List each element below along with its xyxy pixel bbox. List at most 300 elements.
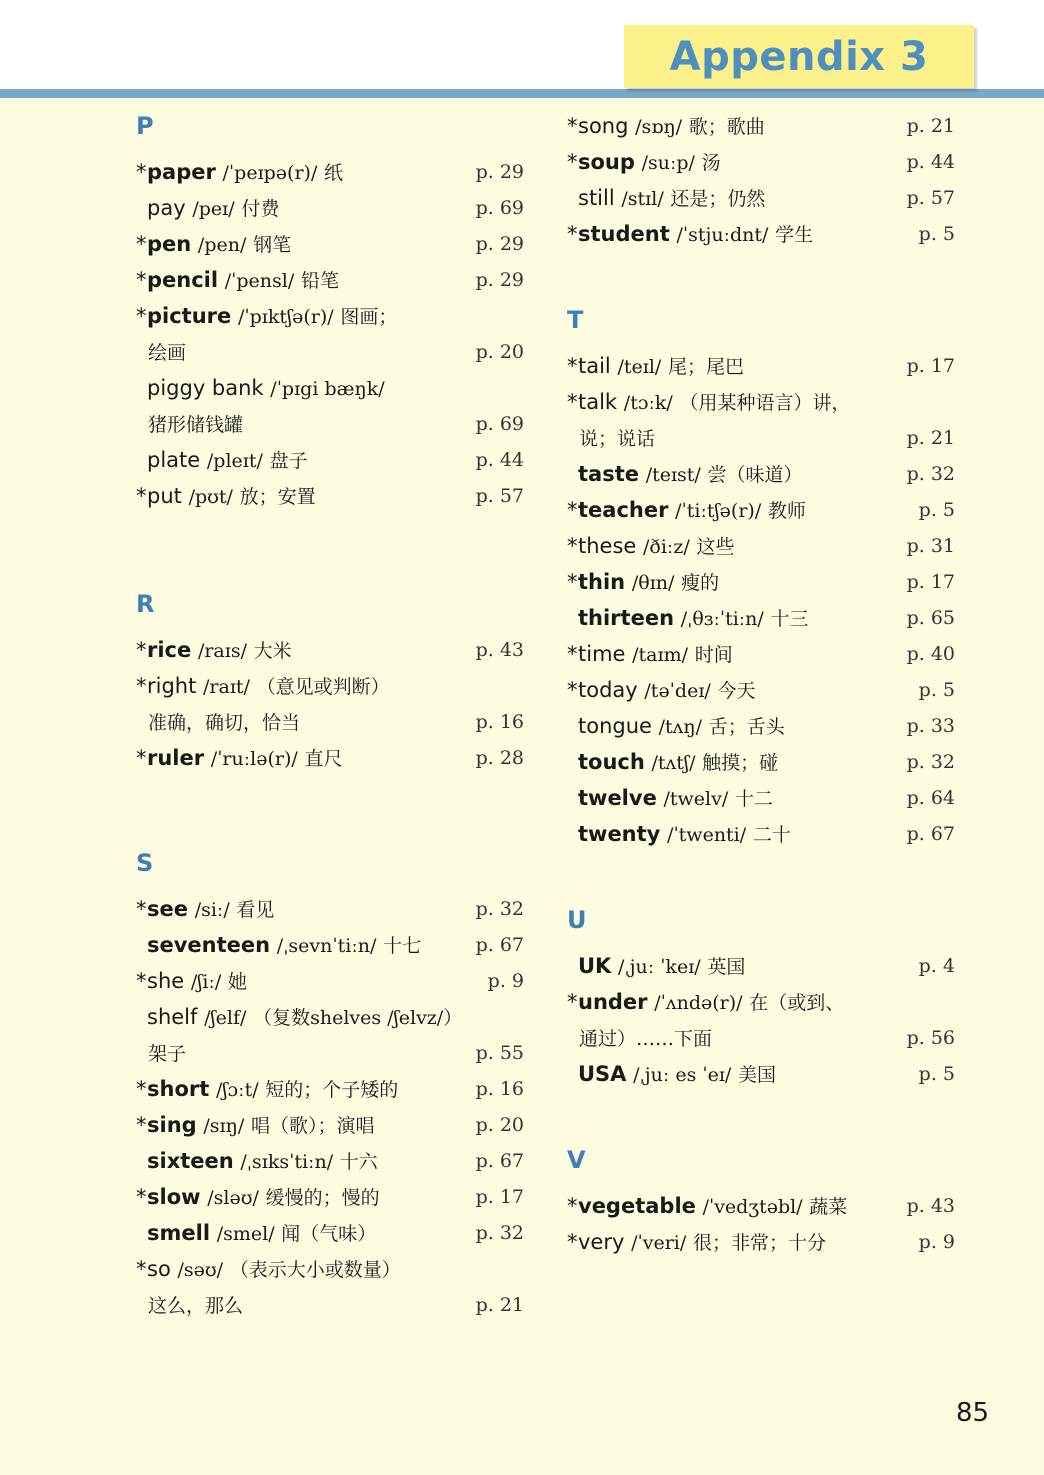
pronunciation: /ˈpensl/ (224, 270, 295, 292)
pronunciation: /ˈruːlə(r)/ (210, 748, 298, 770)
glossary-entry (567, 1224, 955, 1260)
headword: paper (147, 160, 216, 184)
page-reference: p. 56 (906, 1027, 955, 1049)
glossary-entry (567, 456, 955, 492)
glossary-entry (567, 1188, 955, 1224)
pronunciation: /θɪn/ (631, 572, 675, 594)
core-word-marker: * (567, 678, 578, 702)
page-reference: p. 31 (906, 535, 955, 557)
entry-line (567, 636, 955, 672)
glossary-entry (567, 816, 955, 852)
glossary-entry (567, 672, 955, 708)
chinese-meaning: 闻（气味） (281, 1223, 377, 1245)
pronunciation: /ðiːz/ (643, 536, 690, 558)
glossary-entry (136, 226, 524, 262)
glossary-entry (136, 262, 524, 298)
page-reference: p. 29 (475, 269, 524, 291)
chinese-meaning: 蔬菜 (809, 1196, 848, 1218)
entry-line-continued (136, 334, 524, 370)
entry-line (136, 1179, 524, 1215)
pronunciation: /təˈdeɪ/ (644, 680, 711, 702)
entry-line (136, 370, 524, 406)
chinese-meaning: 直尺 (304, 748, 343, 770)
headword: thin (578, 570, 626, 594)
chinese-meaning: （用某种语言）讲， (679, 392, 851, 414)
entry-line-continued (136, 1287, 524, 1323)
chinese-meaning: 唱（歌）；演唱 (250, 1115, 375, 1137)
entry-line (136, 298, 524, 334)
core-word-marker: * (136, 897, 147, 921)
page-reference: p. 32 (906, 751, 955, 773)
chinese-meaning: 钢笔 (253, 234, 292, 256)
glossary-entry (567, 708, 955, 744)
page-reference: p. 69 (475, 197, 524, 219)
headword: vegetable (578, 1194, 696, 1218)
chinese-meaning: 放；安置 (239, 486, 316, 508)
glossary-entry (136, 370, 524, 442)
glossary-entry (567, 636, 955, 672)
pronunciation: /pen/ (197, 234, 247, 256)
page-reference: p. 67 (475, 934, 524, 956)
entry-line (136, 442, 524, 478)
appendix-tab (624, 25, 974, 88)
glossary-entry (567, 492, 955, 528)
entry-line (567, 600, 955, 636)
glossary-entry (136, 1215, 524, 1251)
page-reference: p. 43 (906, 1195, 955, 1217)
page-reference: p. 5 (918, 499, 955, 521)
pronunciation: /ˈtiːtʃə(r)/ (675, 500, 762, 522)
pronunciation: /pleɪt/ (206, 450, 263, 472)
section-letter: S (136, 849, 154, 877)
pronunciation: /peɪ/ (192, 198, 235, 220)
core-word-marker: * (136, 1077, 147, 1101)
chinese-meaning: 她 (228, 971, 248, 993)
glossary-entry (136, 927, 524, 963)
pronunciation: /ˈpeɪpə(r)/ (222, 162, 318, 184)
page-reference: p. 32 (475, 1222, 524, 1244)
chinese-meaning: 这些 (696, 536, 735, 558)
chinese-meaning: 触摸；碰 (702, 752, 779, 774)
entry-line (567, 108, 955, 144)
headword: today (578, 678, 638, 702)
pronunciation: /raɪt/ (203, 676, 250, 698)
headword: teacher (578, 498, 669, 522)
page-reference: p. 16 (475, 711, 524, 733)
headword: soup (578, 150, 635, 174)
pronunciation: /siː/ (194, 899, 230, 921)
chinese-meaning: 很；非常；十分 (692, 1232, 826, 1254)
core-word-marker: * (136, 304, 147, 328)
headword: smell (147, 1221, 211, 1245)
glossary-entry (567, 948, 955, 984)
entry-line (136, 963, 524, 999)
entry-line (136, 226, 524, 262)
core-word-marker: * (136, 746, 147, 770)
chinese-meaning: 尾；尾巴 (668, 356, 745, 378)
glossary-entry (567, 1056, 955, 1092)
headword: right (147, 674, 197, 698)
chinese-meaning-continued: 通过）……下面 (579, 1028, 713, 1050)
pronunciation: /tɔːk/ (623, 392, 673, 414)
pronunciation: /ˈpɪktʃə(r)/ (237, 306, 334, 328)
page-reference: p. 4 (918, 955, 955, 977)
headword: put (147, 484, 182, 508)
entry-line (136, 190, 524, 226)
pronunciation: /smel/ (216, 1223, 275, 1245)
pronunciation: /ˈʌndə(r)/ (654, 992, 743, 1014)
entry-line (567, 144, 955, 180)
pronunciation: /sɪŋ/ (203, 1115, 245, 1137)
header-rule (0, 89, 1044, 98)
glossary-column-left (136, 108, 524, 1323)
glossary-entry (567, 744, 955, 780)
headword: seventeen (147, 933, 271, 957)
glossary-entry (136, 1107, 524, 1143)
entry-line (567, 780, 955, 816)
chinese-meaning: 美国 (738, 1064, 777, 1086)
pronunciation: /stɪl/ (621, 188, 664, 210)
page-reference: p. 43 (475, 639, 524, 661)
pronunciation: /twelv/ (663, 788, 729, 810)
glossary-entry (136, 668, 524, 740)
chinese-meaning: （复数shelves /ʃelvz/） (253, 1007, 463, 1029)
glossary-entry (567, 528, 955, 564)
chinese-meaning-continued: 架子 (148, 1043, 187, 1065)
entry-line (136, 1215, 524, 1251)
entry-line-continued (136, 704, 524, 740)
page-reference: p. 29 (475, 233, 524, 255)
chinese-meaning-continued: 这么，那么 (148, 1295, 244, 1317)
page-reference: p. 20 (475, 1114, 524, 1136)
glossary-entry (136, 190, 524, 226)
page-title: Appendix 3 (669, 33, 929, 80)
core-word-marker: * (567, 150, 578, 174)
entry-line (136, 1071, 524, 1107)
chinese-meaning: 歌；歌曲 (688, 116, 765, 138)
headword: twenty (578, 822, 661, 846)
headword: these (578, 534, 637, 558)
page-reference: p. 32 (475, 898, 524, 920)
page-reference: p. 17 (906, 355, 955, 377)
headword: song (578, 114, 629, 138)
chinese-meaning: 付费 (241, 198, 280, 220)
chinese-meaning: 盘子 (269, 450, 308, 472)
glossary-entry (567, 180, 955, 216)
pronunciation: /tʌŋ/ (658, 716, 703, 738)
page-reference: p. 16 (475, 1078, 524, 1100)
headword: touch (578, 750, 645, 774)
page-reference: p. 55 (475, 1042, 524, 1064)
glossary-section (567, 302, 955, 852)
page-reference: p. 32 (906, 463, 955, 485)
page-reference: p. 64 (906, 787, 955, 809)
glossary-entry (136, 999, 524, 1071)
headword: time (578, 642, 626, 666)
pronunciation: /teɪst/ (645, 464, 701, 486)
glossary-section (136, 108, 524, 514)
core-word-marker: * (567, 642, 578, 666)
page-reference: p. 67 (475, 1150, 524, 1172)
page-reference: p. 17 (475, 1186, 524, 1208)
page-reference: p. 44 (906, 151, 955, 173)
headword: UK (578, 954, 612, 978)
chinese-meaning: 十二 (734, 788, 773, 810)
section-letter: P (136, 112, 154, 140)
core-word-marker: * (136, 638, 147, 662)
chinese-meaning: 十六 (339, 1151, 378, 1173)
glossary-section (136, 586, 524, 776)
page-reference: p. 9 (918, 1231, 955, 1253)
chinese-meaning: 今天 (717, 680, 756, 702)
pronunciation: /ˌjuː ˈkeɪ/ (618, 956, 701, 978)
page-reference: p. 20 (475, 341, 524, 363)
entry-line (567, 672, 955, 708)
glossary-entry (136, 478, 524, 514)
core-word-marker: * (567, 354, 578, 378)
chinese-meaning: 时间 (694, 644, 733, 666)
chinese-meaning: 大米 (253, 640, 292, 662)
entry-line (136, 891, 524, 927)
chinese-meaning: 十七 (383, 935, 422, 957)
page-reference: p. 65 (906, 607, 955, 629)
pronunciation: /ˌθɜːˈtiːn/ (680, 608, 764, 630)
chinese-meaning: 看见 (236, 899, 275, 921)
core-word-marker: * (567, 390, 578, 414)
entry-line (567, 744, 955, 780)
page-reference: p. 17 (906, 571, 955, 593)
pronunciation: /ʃiː/ (190, 971, 222, 993)
entry-line (136, 262, 524, 298)
chinese-meaning: 十三 (770, 608, 809, 630)
section-letter: T (567, 306, 584, 334)
entry-line (136, 1107, 524, 1143)
page-reference: p. 29 (475, 161, 524, 183)
glossary-entry (136, 442, 524, 478)
headword: USA (578, 1062, 627, 1086)
headword: sixteen (147, 1149, 234, 1173)
pronunciation: /raɪs/ (197, 640, 247, 662)
entry-line (567, 1056, 955, 1092)
page-reference: p. 5 (918, 679, 955, 701)
headword: talk (578, 390, 618, 414)
glossary-entry (567, 984, 955, 1056)
headword: thirteen (578, 606, 675, 630)
headword: piggy bank (147, 376, 264, 400)
entry-line (136, 154, 524, 190)
core-word-marker: * (567, 1230, 578, 1254)
page-reference: p. 69 (475, 413, 524, 435)
headword: sing (147, 1113, 197, 1137)
pronunciation: /pʊt/ (188, 486, 233, 508)
chinese-meaning: （意见或判断） (256, 676, 390, 698)
chinese-meaning: 英国 (707, 956, 746, 978)
chinese-meaning: 短的；个子矮的 (265, 1079, 399, 1101)
page-reference: p. 44 (475, 449, 524, 471)
core-word-marker: * (567, 498, 578, 522)
chinese-meaning-continued: 说；说话 (579, 428, 656, 450)
chinese-meaning: 纸 (324, 162, 344, 184)
pronunciation: /ʃɔːt/ (215, 1079, 259, 1101)
glossary-column-right (567, 108, 955, 1260)
pronunciation: /ˌsevnˈtiːn/ (276, 935, 377, 957)
headword: twelve (578, 786, 657, 810)
glossary-entry (567, 216, 955, 252)
page-reference: p. 21 (475, 1294, 524, 1316)
core-word-marker: * (136, 484, 147, 508)
core-word-marker: * (567, 114, 578, 138)
entry-line (136, 999, 524, 1035)
core-word-marker: * (136, 268, 147, 292)
entry-line (136, 668, 524, 704)
page-reference: p. 57 (475, 485, 524, 507)
glossary-entry (136, 740, 524, 776)
pronunciation: /ˈstjuːdnt/ (676, 224, 769, 246)
chinese-meaning-continued: 准确，确切，恰当 (148, 712, 301, 734)
pronunciation: /ˈvedʒtəbl/ (702, 1196, 803, 1218)
headword: see (147, 897, 188, 921)
core-word-marker: * (136, 232, 147, 256)
headword: taste (578, 462, 639, 486)
entry-line (567, 348, 955, 384)
section-letter: V (567, 1146, 586, 1174)
entry-line (567, 216, 955, 252)
page-reference: p. 67 (906, 823, 955, 845)
pronunciation: /ˌjuː es ˈeɪ/ (633, 1064, 732, 1086)
headword: shelf (147, 1005, 198, 1029)
page-reference: p. 28 (475, 747, 524, 769)
pronunciation: /taɪm/ (632, 644, 688, 666)
entry-line-continued (136, 406, 524, 442)
chinese-meaning: 瘦的 (681, 572, 720, 594)
chinese-meaning-continued: 猪形储钱罐 (148, 414, 244, 436)
headword: pen (147, 232, 192, 256)
glossary-entry (136, 298, 524, 370)
entry-line (567, 528, 955, 564)
core-word-marker: * (136, 1257, 147, 1281)
glossary-entry (136, 963, 524, 999)
core-word-marker: * (567, 570, 578, 594)
pronunciation: /sɒŋ/ (635, 116, 683, 138)
glossary-entry (136, 632, 524, 668)
pronunciation: /ʃelf/ (204, 1007, 247, 1029)
pronunciation: /ˈpɪgi bæŋk/ (270, 378, 385, 400)
glossary-entry (567, 108, 955, 144)
pronunciation: /teɪl/ (617, 356, 662, 378)
entry-line (567, 384, 955, 420)
core-word-marker: * (567, 990, 578, 1014)
page-reference: p. 21 (906, 427, 955, 449)
pronunciation: /ˈveri/ (631, 1232, 687, 1254)
chinese-meaning: 汤 (701, 152, 721, 174)
core-word-marker: * (136, 1113, 147, 1137)
chinese-meaning: 铅笔 (300, 270, 339, 292)
chinese-meaning: 图画； (340, 306, 398, 328)
glossary-entry (567, 348, 955, 384)
glossary-section (567, 902, 955, 1092)
chinese-meaning: （表示大小或数量） (229, 1259, 401, 1281)
headword: very (578, 1230, 625, 1254)
chinese-meaning: 二十 (752, 824, 791, 846)
entry-line (136, 478, 524, 514)
pronunciation: /sləʊ/ (207, 1187, 259, 1209)
core-word-marker: * (136, 674, 147, 698)
page-number: 85 (956, 1398, 990, 1428)
entry-line (567, 1224, 955, 1260)
glossary-entry (136, 1179, 524, 1215)
headword: tongue (578, 714, 652, 738)
glossary-entry (136, 1071, 524, 1107)
entry-line (567, 948, 955, 984)
entry-line-continued (567, 420, 955, 456)
glossary-entry (136, 891, 524, 927)
pronunciation: /ˈtwenti/ (667, 824, 747, 846)
chinese-meaning: 在（或到、 (749, 992, 845, 1014)
page-reference: p. 5 (918, 1063, 955, 1085)
page-reference: p. 33 (906, 715, 955, 737)
section-letter: U (567, 906, 587, 934)
glossary-entry (136, 154, 524, 190)
headword: pay (147, 196, 186, 220)
chinese-meaning: 缓慢的；慢的 (265, 1187, 380, 1209)
glossary-section (567, 108, 955, 252)
chinese-meaning-continued: 绘画 (148, 342, 187, 364)
entry-line (136, 740, 524, 776)
page-reference: p. 40 (906, 643, 955, 665)
pronunciation: /ˌsɪksˈtiːn/ (240, 1151, 334, 1173)
entry-line (567, 492, 955, 528)
core-word-marker: * (136, 1185, 147, 1209)
entry-line (567, 1188, 955, 1224)
entry-line-continued (136, 1035, 524, 1071)
headword: pencil (147, 268, 219, 292)
page-reference: p. 21 (906, 115, 955, 137)
entry-line (136, 1143, 524, 1179)
headword: picture (147, 304, 232, 328)
headword: ruler (147, 746, 205, 770)
headword: still (578, 186, 615, 210)
entry-line (567, 708, 955, 744)
page-reference: p. 9 (487, 970, 524, 992)
headword: so (147, 1257, 171, 1281)
headword: student (578, 222, 670, 246)
headword: slow (147, 1185, 201, 1209)
glossary-entry (136, 1143, 524, 1179)
glossary-entry (567, 600, 955, 636)
chinese-meaning: 学生 (775, 224, 814, 246)
entry-line (567, 564, 955, 600)
core-word-marker: * (136, 160, 147, 184)
entry-line (136, 632, 524, 668)
core-word-marker: * (136, 969, 147, 993)
glossary-section (567, 1142, 955, 1260)
core-word-marker: * (567, 222, 578, 246)
core-word-marker: * (567, 534, 578, 558)
entry-line (567, 180, 955, 216)
glossary-entry (567, 384, 955, 456)
pronunciation: /səʊ/ (177, 1259, 224, 1281)
headword: short (147, 1077, 210, 1101)
glossary-entry (567, 564, 955, 600)
chinese-meaning: 教师 (767, 500, 806, 522)
entry-line (567, 984, 955, 1020)
entry-line (567, 816, 955, 852)
entry-line (136, 927, 524, 963)
pronunciation: /suːp/ (641, 152, 695, 174)
section-letter: R (136, 590, 155, 618)
chinese-meaning: 还是；仍然 (670, 188, 766, 210)
glossary-entry (567, 144, 955, 180)
